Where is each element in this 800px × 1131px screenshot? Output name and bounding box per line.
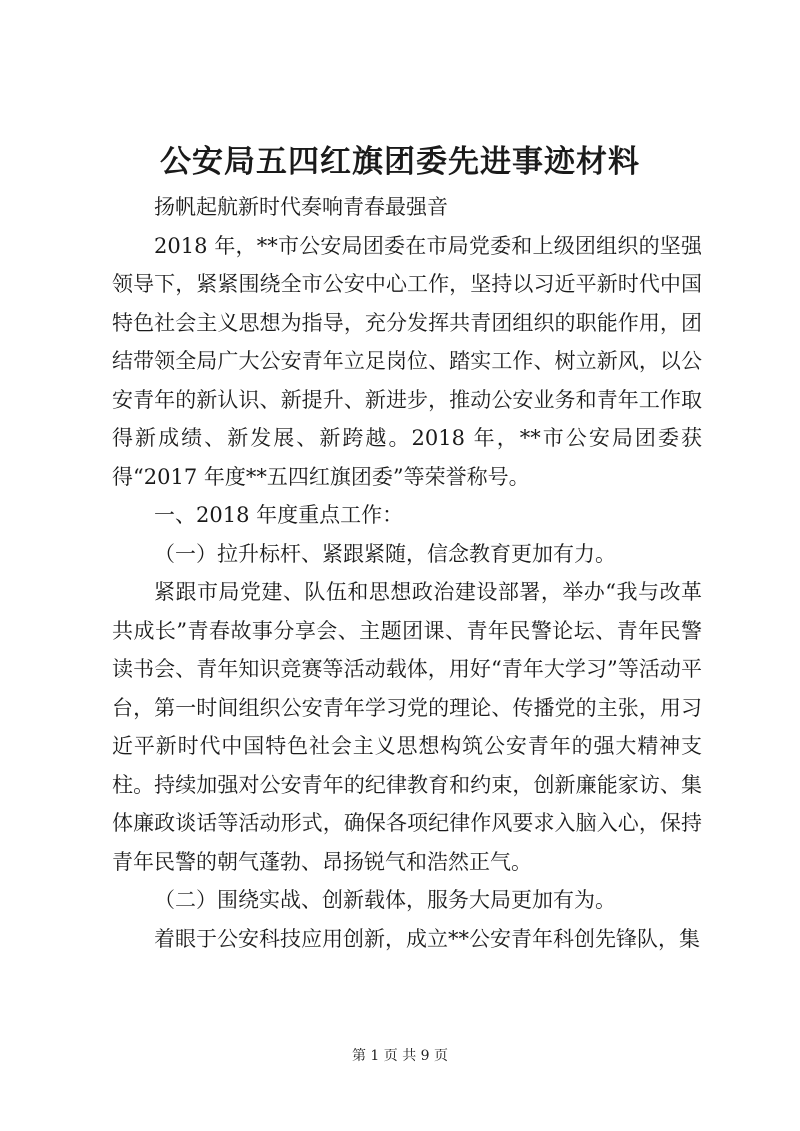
subsection-heading-1: （一）拉升标杆、紧跟紧随，信念教育更加有力。 (154, 541, 616, 566)
document-title: 公安局五四红旗团委先进事迹材料 (160, 144, 640, 180)
paragraph-subtitle: 扬帆起航新时代奏响青春最强音 (154, 195, 448, 219)
paragraph-innovation: 着眼于公安科技应用创新，成立**公安青年科创先锋队，集 (154, 926, 700, 951)
page-number-footer: 第 1 页 共 9 页 (351, 1048, 449, 1064)
paragraph-education: 紧跟市局党建、队伍和思想政治建设部署，举办“我与改革共成长”青春故事分享会、主题团课、青年民警论坛、青年民警读书会、青年知识竞赛等活动载体，用好“青年大学习”等活动平台，第一时间组织公安青年学习党的理论、传播党的主张，用习近平新时代中国特色社会主义思想构筑公安青年的强大精神支柱。持续加强对公安青年的纪律教育和约束，创新廉能家访、集体廉政谈话等活动形式，确保各项纪律作风要求入脑入心，保持青年民警的朝气蓬勃、昂扬锐气和浩然正气。 (112, 580, 702, 874)
subsection-heading-2: （二）围绕实战、创新载体，服务大局更加有为。 (154, 888, 616, 912)
section-heading-key-work: 一、2018 年度重点工作： (154, 503, 404, 527)
document-body (112, 188, 702, 958)
paragraph-intro: 2018 年，**市公安局团委在市局党委和上级团组织的坚强领导下，紧紧围绕全市公安中心工作，坚持以习近平新时代中国特色社会主义思想为指导，充分发挥共青团组织的职能作用，团结带领全局广大公安青年立足岗位、踏实工作、树立新风，以公安青年的新认识、新提升、新进步，推动公安业务和青年工作取得新成绩、新发展、新跨越。2018 年，**市公安局团委获得“2017 年度**五四红旗团委”等荣誉称号。 (112, 233, 702, 489)
